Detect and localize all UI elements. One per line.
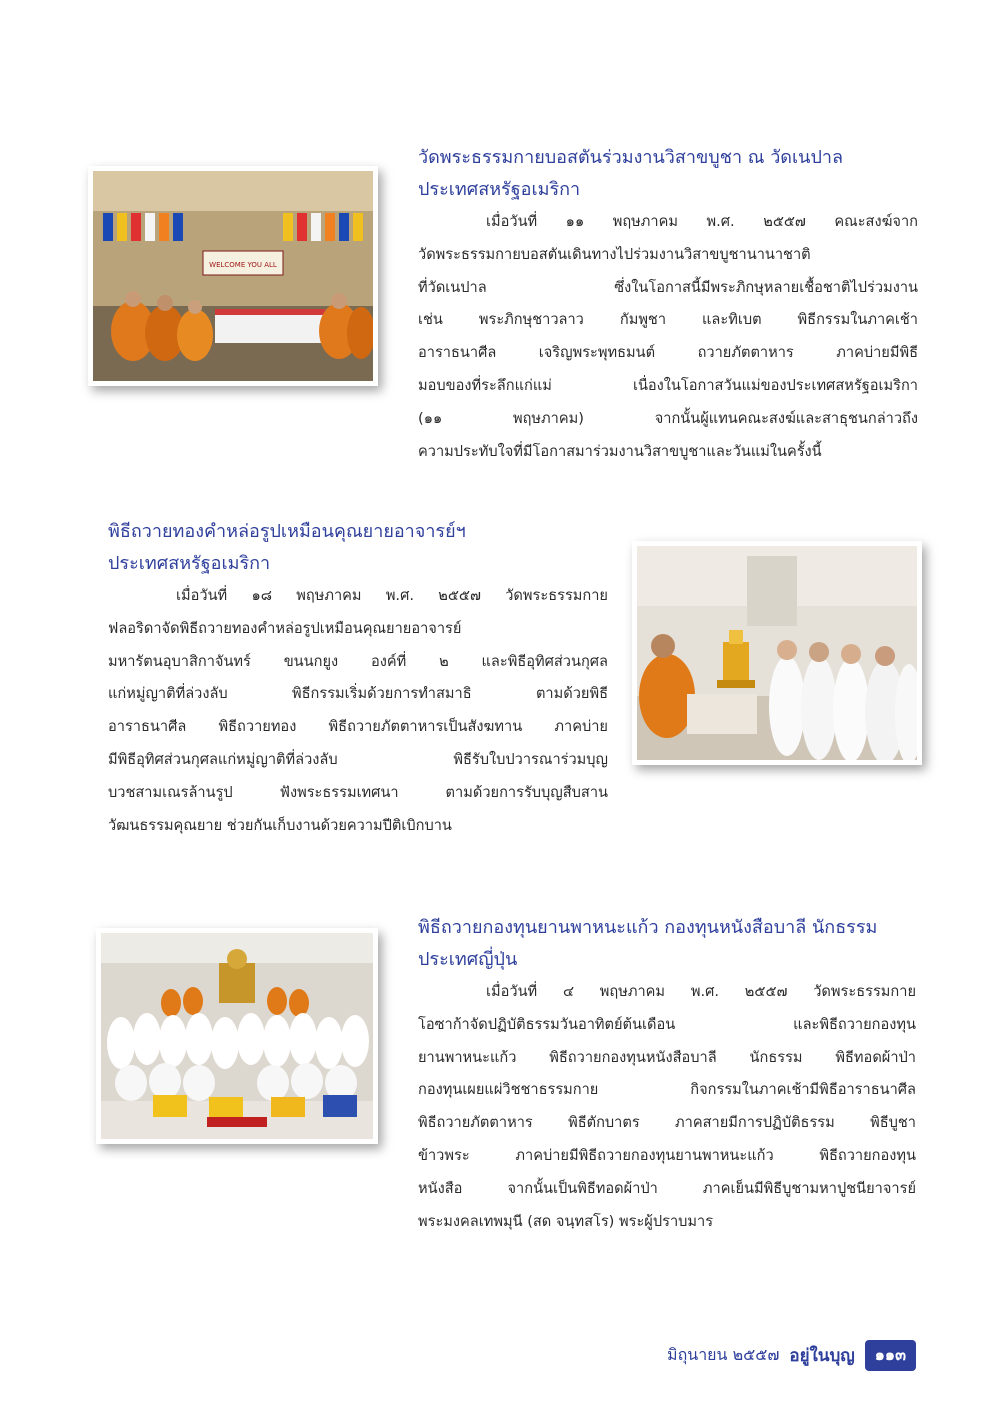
body-line: พระมงคลเทพมุนี (สด จนฺทสโร) พระผู้ปราบมาร (418, 1212, 714, 1230)
body-line: เมื่อวันที่ ๑๑ พฤษภาคม พ.ศ. ๒๕๕๗ คณะสงฆ์จาก (486, 213, 918, 230)
article-title-line: วัดพระธรรมกายบอสตันร่วมงานวิสาขบูชา ณ วัดเนปาล (418, 147, 844, 168)
body-line: เมื่อวันที่ ๑๘ พฤษภาคม พ.ศ. ๒๕๕๗ วัดพระธรรมกาย (176, 587, 608, 604)
body-line: พิธีถวายภัตตาหาร พิธีตักบาตร ภาคสายมีการปฏิบัติธรรม พิธีบูชา (418, 1114, 916, 1132)
body-line: บวชสามเณรล้านรูป ฟังพระธรรมเทศนา ตามด้วยการรับบุญสืบสาน (108, 783, 608, 801)
body-line: วัฒนธรรมคุณยาย ช่วยกันเก็บงานด้วยความปีติเบิกบาน (108, 816, 452, 834)
body-line: วัดพระธรรมกายบอสตันเดินทางไปร่วมงานวิสาขบูชานานาชาติ (418, 245, 811, 263)
body-line: เมื่อวันที่ ๔ พฤษภาคม พ.ศ. ๒๕๕๗ วัดพระธรรมกาย (486, 983, 916, 1000)
body-line: มหารัตนอุบาสิกาจันทร์ ขนนกยูง องค์ที่ ๒ และพิธีอุทิศส่วนกุศล (108, 652, 608, 670)
page-number-badge: ๑๑๓ (865, 1340, 916, 1371)
photo-gold-offering (632, 541, 922, 765)
body-line: กองทุนเผยแผ่วิชชาธรรมกาย กิจกรรมในภาคเช้ามีพิธีอาราธนาศีล (418, 1081, 916, 1099)
article-body (418, 206, 918, 468)
body-line: ยานพาหนะแก้ว พิธีถวายกองทุนหนังสือบาลี นักธรรม พิธีทอดผ้าป่า (418, 1048, 916, 1066)
article-title-line: ประเทศญี่ปุ่น (418, 949, 518, 970)
article-title-line: พิธีถวายกองทุนยานพาหนะแก้ว กองทุนหนังสือบาลี นักธรรม (418, 917, 878, 938)
photo-vesak-nepal-temple (88, 166, 378, 386)
article-title (418, 142, 918, 206)
footer-magazine-name: อยู่ในบุญ (789, 1345, 855, 1366)
article-japan-funds (418, 912, 916, 1238)
photo-vesak-image (93, 171, 373, 381)
body-line: อาราธนาศีล เจริญพระพุทธมนต์ ถวายภัตตาหาร ภาคบ่ายมีพิธี (418, 344, 918, 362)
article-vesak-nepal (418, 142, 918, 468)
body-line: มอบของที่ระลึกแก่แม่ เนื่องในโอกาสวันแม่ของประเทศสหรัฐอเมริกา (418, 376, 918, 394)
article-body (108, 580, 608, 842)
footer-issue-month: มิถุนายน ๒๕๕๗ (667, 1344, 780, 1364)
article-body (418, 976, 916, 1238)
body-line: โอซาก้าจัดปฏิบัติธรรมวันอาทิตย์ต้นเดือน และพิธีถวายกองทุน (418, 1015, 916, 1033)
article-title-line: พิธีถวายทองคำหล่อรูปเหมือนคุณยายอาจารย์ฯ (108, 521, 466, 542)
article-title (418, 912, 916, 976)
body-line: ข้าวพระ ภาคบ่ายมีพิธีถวายกองทุนยานพาหนะแก้ว พิธีถวายกองทุน (418, 1146, 916, 1164)
welcome-banner-text: WELCOME YOU ALL (209, 261, 277, 269)
article-title (108, 516, 608, 580)
body-line: แก่หมู่ญาติที่ล่วงลับ พิธีกรรมเริ่มด้วยการทำสมาธิ ตามด้วยพิธี (108, 685, 608, 703)
body-line: ความประทับใจที่มีโอกาสมาร่วมงานวิสาขบูชาและวันแม่ในครั้งนี้ (418, 442, 822, 460)
photo-japan-ceremony (96, 928, 378, 1144)
body-line: ที่วัดเนปาล ซึ่งในโอกาสนี้มีพระภิกษุหลายเชื้อชาติไปร่วมงาน (418, 278, 918, 296)
article-gold-offering-florida (108, 516, 608, 842)
photo-japan-ceremony-image (101, 933, 373, 1139)
body-line: อาราธนาศีล พิธีถวายทอง พิธีถวายภัตตาหารเป็นสังฆทาน ภาคบ่าย (108, 718, 608, 736)
body-line: เช่น พระภิกษุชาวลาว กัมพูชา และทิเบต พิธีกรรมในภาคเช้า (418, 311, 918, 329)
body-line: มีพิธีอุทิศส่วนกุศลแก่หมู่ญาติที่ล่วงลับ พิธีรับใบปวารณาร่วมบุญ (108, 750, 608, 768)
photo-gold-offering-image (637, 546, 917, 760)
article-title-line: ประเทศสหรัฐอเมริกา (418, 179, 581, 200)
body-line: ฟลอริดาจัดพิธีถวายทองคำหล่อรูปเหมือนคุณยายอาจารย์ (108, 619, 462, 637)
page-footer (667, 1340, 916, 1370)
body-line: หนังสือ จากนั้นเป็นพิธีทอดผ้าป่า ภาคเย็นมีพิธีบูชามหาปูชนียาจารย์ (418, 1179, 916, 1197)
article-title-line: ประเทศสหรัฐอเมริกา (108, 553, 271, 574)
body-line: (๑๑ พฤษภาคม) จากนั้นผู้แทนคณะสงฆ์และสาธุชนกล่าวถึง (418, 409, 918, 427)
